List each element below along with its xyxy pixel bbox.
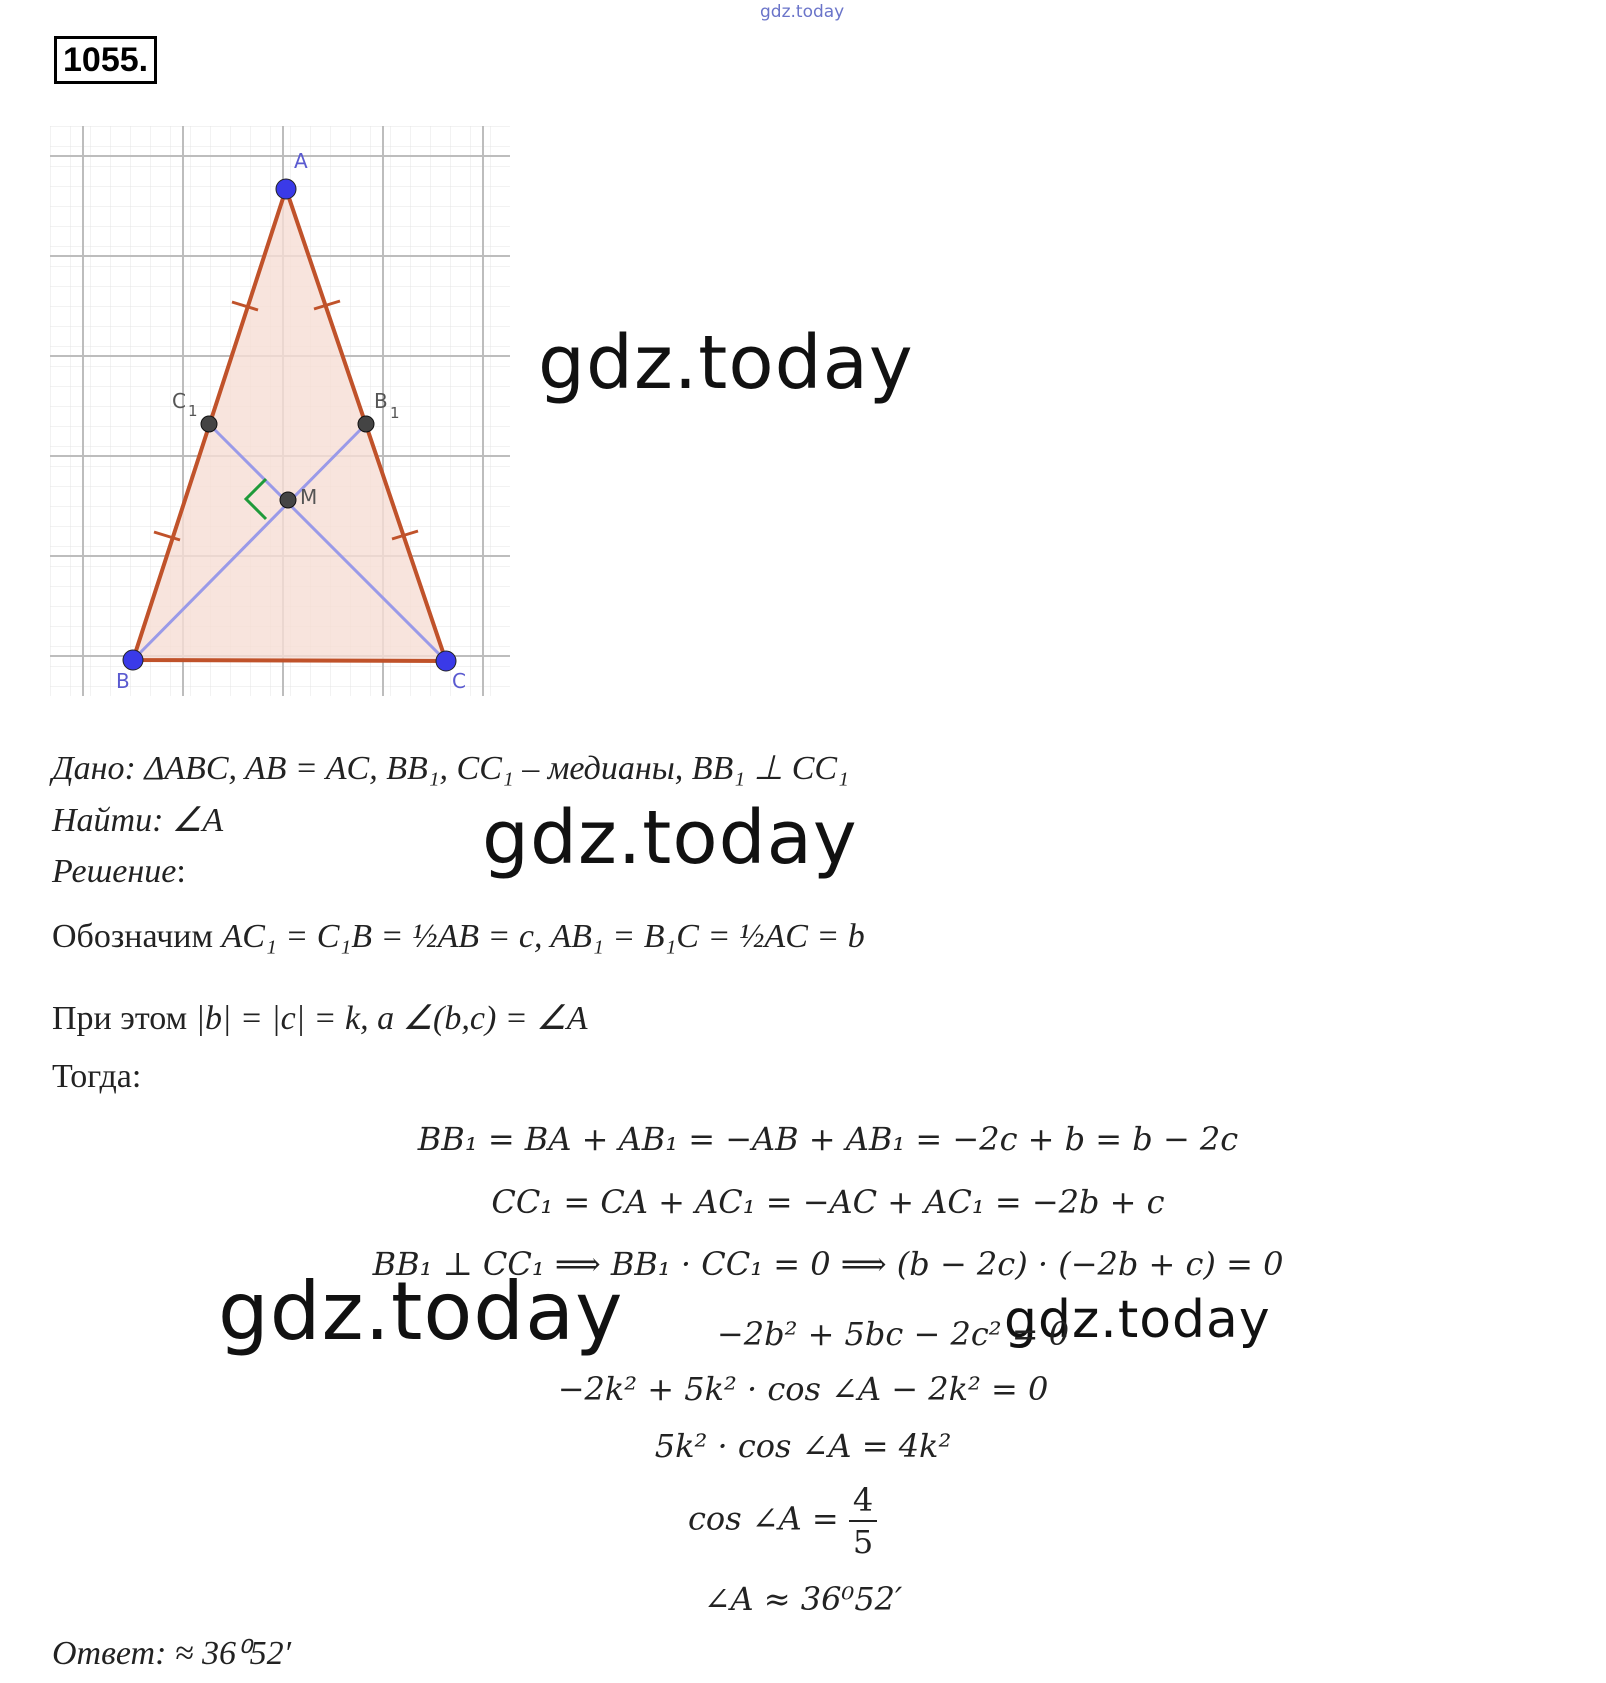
answer-line bbox=[52, 1633, 291, 1673]
equation-8: ∠A ≈ 36⁰52′ bbox=[703, 1580, 903, 1618]
vertex-b bbox=[123, 650, 143, 670]
given-body: : ΔABC, AB = AC, BB₁, CC₁ – медианы, BB₁ ⊥ CC₁ bbox=[124, 750, 849, 787]
denote-word: Обозначим bbox=[52, 918, 214, 955]
label-b1: B bbox=[374, 389, 388, 413]
solution-line bbox=[52, 853, 186, 891]
equation-7 bbox=[688, 1480, 877, 1562]
top-watermark: gdz.today bbox=[760, 2, 845, 22]
equation-2: CC₁ = CA + AC₁ = −AC + AC₁ = −2b + c bbox=[491, 1183, 1165, 1221]
watermark-4: gdz.today bbox=[1004, 1290, 1271, 1350]
equation-3: BB₁ ⊥ CC₁ ⟹ BB₁ · CC₁ = 0 ⟹ (b − 2c) · (−2b + c) = 0 bbox=[372, 1245, 1284, 1283]
problem-number: 1055. bbox=[54, 36, 157, 84]
label-m: M bbox=[300, 485, 318, 509]
at-this-equation: |b| = |c| = k, а ∠(b,c) = ∠A bbox=[195, 1000, 588, 1037]
vertex-a bbox=[276, 179, 296, 199]
given-line bbox=[52, 748, 849, 788]
label-b: B bbox=[116, 669, 130, 693]
label-c1-sub: 1 bbox=[188, 402, 198, 420]
label-c1: C bbox=[172, 389, 186, 413]
solution-colon: : bbox=[176, 853, 186, 890]
watermark-2: gdz.today bbox=[482, 795, 858, 881]
point-c1 bbox=[201, 416, 217, 432]
given-label: Дано bbox=[52, 750, 125, 787]
answer-label: Ответ bbox=[52, 1635, 156, 1672]
watermark-3: gdz.today bbox=[218, 1265, 624, 1358]
at-this-word: При этом bbox=[52, 1000, 188, 1037]
equation-7-denominator: 5 bbox=[852, 1523, 874, 1561]
point-m bbox=[280, 492, 296, 508]
equation-1: BB₁ = BA + AB₁ = −AB + AB₁ = −2c + b = b − 2c bbox=[417, 1120, 1239, 1158]
equation-4: −2b² + 5bc − 2c² = 0 bbox=[716, 1315, 1070, 1353]
equation-5: −2k² + 5k² · cos ∠A − 2k² = 0 bbox=[557, 1370, 1049, 1408]
label-c: C bbox=[452, 669, 466, 693]
point-b1 bbox=[358, 416, 374, 432]
triangle-figure bbox=[50, 126, 510, 696]
find-line bbox=[52, 800, 223, 840]
label-b1-sub: 1 bbox=[390, 404, 400, 422]
vertex-c bbox=[436, 651, 456, 671]
denote-line bbox=[52, 918, 865, 956]
label-a: A bbox=[294, 149, 308, 173]
solution-label: Решение bbox=[52, 853, 177, 890]
equation-6: 5k² · cos ∠A = 4k² bbox=[654, 1427, 952, 1465]
equation-7-left: cos ∠A = bbox=[688, 1499, 839, 1538]
find-body: : ∠A bbox=[152, 802, 224, 839]
denote-equation: AC₁ = C₁B = ½AB = c, AB₁ = B₁C = ½AC = b bbox=[221, 918, 865, 955]
at-this-line bbox=[52, 998, 588, 1038]
find-label: Найти bbox=[52, 802, 153, 839]
watermark-1: gdz.today bbox=[538, 320, 914, 406]
equation-7-fraction bbox=[849, 1480, 877, 1562]
answer-body: : ≈ 36⁰52′ bbox=[155, 1635, 292, 1672]
then-line: Тогда: bbox=[52, 1058, 142, 1095]
equation-7-numerator: 4 bbox=[849, 1480, 877, 1522]
